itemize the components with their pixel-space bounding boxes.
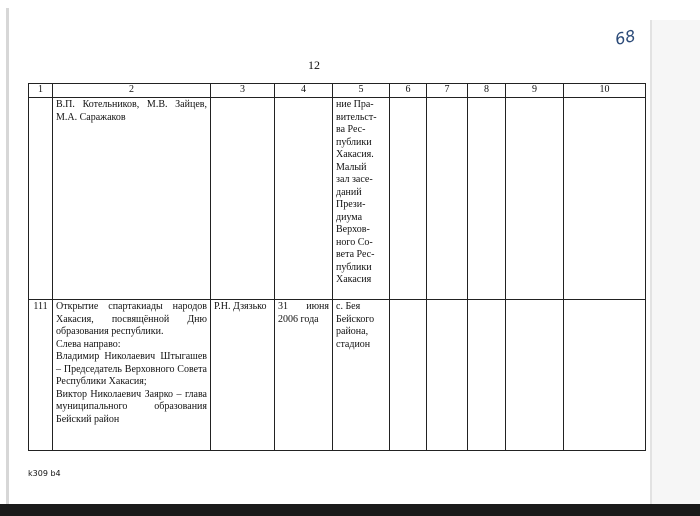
row-cont-col-9 xyxy=(506,98,564,300)
row-cont-date-cell xyxy=(275,98,333,300)
header-col-1: 1 xyxy=(29,84,53,98)
row-111-col-9 xyxy=(506,300,564,451)
row-111-author: Р.Н. Дзязько xyxy=(211,300,275,451)
header-col-2: 2 xyxy=(53,84,211,98)
row-cont-col-10 xyxy=(564,98,646,300)
header-col-10: 10 xyxy=(564,84,646,98)
scan-left-edge xyxy=(6,8,9,504)
scan-top-edge xyxy=(0,0,700,10)
header-col-7: 7 xyxy=(427,84,468,98)
page-number: 12 xyxy=(308,58,320,72)
header-col-4: 4 xyxy=(275,84,333,98)
row-111-col-10 xyxy=(564,300,646,451)
row-cont-col-7 xyxy=(427,98,468,300)
row-cont-number-cell xyxy=(29,98,53,300)
row-cont-col-8 xyxy=(468,98,506,300)
header-col-8: 8 xyxy=(468,84,506,98)
row-cont-description: В.П. Котельников, М.В. Зайцев, М.А. Саражаков xyxy=(53,98,211,300)
photo-catalog-table xyxy=(28,83,646,451)
header-col-3: 3 xyxy=(211,84,275,98)
scan-right-margin xyxy=(652,20,700,504)
header-col-9: 9 xyxy=(506,84,564,98)
row-111-description: Открытие спартакиады народов Хакасия, посвящённой Дню образования республики. Слева направо: Владимир Николаевич Штыгашев – Председатель Верховного Совета Республики Хакасия; Виктор Николаевич Заярко – глава муниципального образования Бейский район xyxy=(53,300,211,451)
row-cont-author-cell xyxy=(211,98,275,300)
row-111-number: 111 xyxy=(29,300,53,451)
table-row-continued xyxy=(29,98,646,300)
scan-right-edge xyxy=(650,20,652,504)
row-111-col-8 xyxy=(468,300,506,451)
footer-code: k309 b4 xyxy=(28,469,61,478)
archive-sheet-mark: 68 xyxy=(613,26,638,49)
table-row-111 xyxy=(29,300,646,451)
header-col-6: 6 xyxy=(390,84,427,98)
header-col-5: 5 xyxy=(333,84,390,98)
header-row xyxy=(29,84,646,98)
row-111-col-6 xyxy=(390,300,427,451)
row-111-date: 31 июня 2006 года xyxy=(275,300,333,451)
row-111-col-7 xyxy=(427,300,468,451)
row-cont-col-6 xyxy=(390,98,427,300)
row-cont-place: ние Пра- вительст- ва Рес- публики Хакасия. Малый зал засе- даний Прези- диума Верхов- ного Со- вета Рес- публики Хакасия xyxy=(333,98,390,300)
scan-bottom-edge xyxy=(0,504,700,516)
row-111-place: с. Бея Бейского района, стадион xyxy=(333,300,390,451)
